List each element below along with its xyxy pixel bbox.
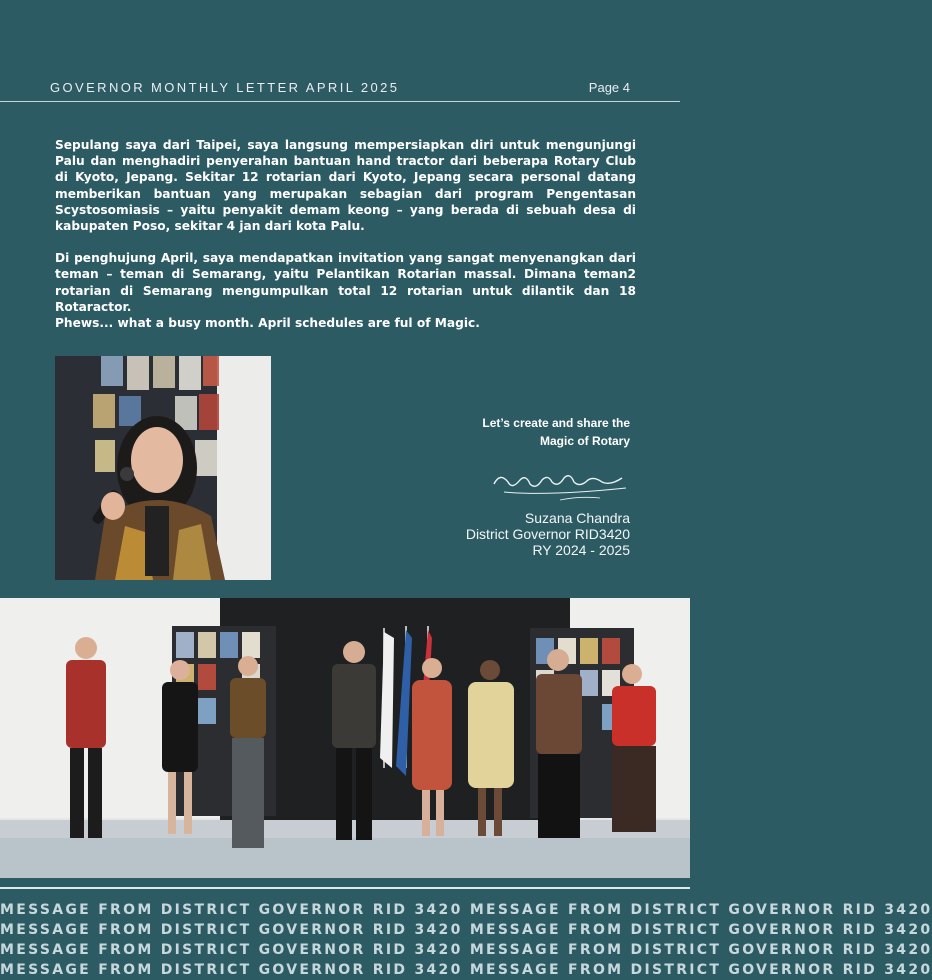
ticker-text: MESSAGE FROM DISTRICT GOVERNOR RID 3420 [0,962,463,978]
ticker-line-2 [0,920,932,940]
ticker-text: MESSAGE FROM DISTRICT GOVERNOR RID 3420 [469,922,932,938]
ticker-text: MESSAGE FROM DISTRICT GOVERNOR RID 3420 [469,902,932,918]
ticker-band [0,900,932,978]
signature-block [390,510,630,558]
closing-message [410,414,630,450]
letter-body [55,137,636,331]
portrait-photo [55,356,271,580]
ticker-line-1 [0,900,932,920]
bottom-divider [0,887,690,889]
group-photo [0,598,690,878]
header-title: GOVERNOR MONTHLY LETTER APRIL 2025 [50,80,400,95]
ticker-text: MESSAGE FROM DISTRICT GOVERNOR RID 3420 [469,962,932,978]
ticker-text: MESSAGE FROM DISTRICT GOVERNOR RID 3420 [0,942,463,958]
paragraph-1: Sepulang saya dari Taipei, saya langsung mempersiapkan diri untuk mengunjungi Palu dan menghadiri penyerahan bantuan hand tractor dari beberapa Rotary Club di Kyoto, Jepang. Sekitar 12 rotarian dari Kyoto, Jepang secara personal datang memberikan bantuan yang merupakan sebagian dari program Pengentasan Scystosomiasis – yaitu penyakit demam keong – yang berada di sebuah desa di kabupaten Poso, sekitar 4 jan dari kota Palu. [55,138,636,234]
ticker-text: MESSAGE FROM DISTRICT GOVERNOR RID 3420 [0,922,463,938]
ticker-line-4 [0,960,932,980]
closing-line-2: Magic of Rotary [539,434,630,448]
governor-role: District Governor RID3420 [465,526,630,542]
governor-name: Suzana Chandra [524,510,630,526]
signature-image [490,466,630,502]
paragraph-2: Di penghujung April, saya mendapatkan invitation yang sangat menyenangkan dari teman – teman di Semarang, yaitu Pelantikan Rotarian massal. Dimana teman2 rotarian di Semarang mengumpulkan total 12 rotarian untuk dilantik dan 18 Rotaractor. [55,251,636,314]
paragraph-3: Phews... what a busy month. April schedules are ful of Magic. [55,316,480,331]
ticker-text: MESSAGE FROM DISTRICT GOVERNOR RID 3420 [469,942,932,958]
closing-line-1: Let’s create and share the [482,416,630,430]
rotary-year: RY 2024 - 2025 [532,542,630,558]
page-number: Page 4 [588,80,630,95]
ticker-text: MESSAGE FROM DISTRICT GOVERNOR RID 3420 [0,902,463,918]
header-divider [0,101,680,102]
ticker-line-3 [0,940,932,960]
